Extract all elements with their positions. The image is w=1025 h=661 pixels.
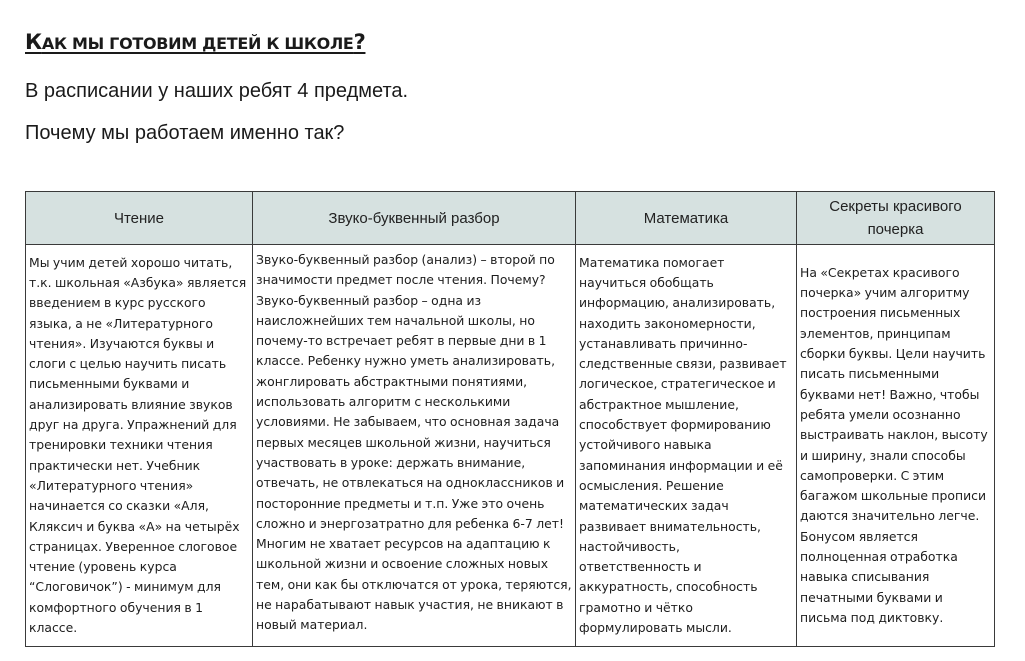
cell-handwriting: На «Секретах красивого почерка» учим алгоритму построения письменных элементов, принципам сборки буквы. Цели научить писать письменными буквами нет! Важно, чтобы ребята умели осознанно выстраивать наклон, высоту и ширину, знали способы самопроверки. С этим багажом школьные прописи даются значительно легче. Бонусом является полноценная отработка навыка списывания печатными буквами и письма под диктовку. [797, 245, 995, 647]
cell-phonetic-analysis: Звуко-буквенный разбор (анализ) – второй по значимости предмет после чтения. Почему? Звуко-буквенный разбор – одна из наисложнейших тем начальной школы, но почему-то встречает ребят в первые дни в 1 классе. Ребенку нужно уметь анализировать, жонглировать абстрактными понятиями, использовать алгоритм с несколькими условиями. Не забываем, что основная задача первых месяцев школьной жизни, научиться участвовать в уроке: держать внимание, отвечать, не отвлекаться на одноклассников и посторонние предметы и т.п. Уже это очень сложно и энергозатратно для ребенка 6-7 лет! Многим не хватает ресурсов на адаптацию к школьной жизни и освоение сложных новых тем, они как бы отключатся от урока, теряются, не нарабатывают навык участия, не вникают в новый материал. [253, 245, 576, 647]
title-question-mark: ? [353, 30, 366, 54]
page-title [25, 30, 365, 54]
title-initial-letter: К [25, 30, 42, 54]
header-phonetic-analysis: Звуко-буквенный разбор [253, 192, 576, 245]
table-row [26, 245, 995, 647]
intro-line-why: Почему мы работаем именно так? [25, 122, 345, 144]
header-handwriting: Секреты красивого почерка [797, 192, 995, 245]
title-text: АК МЫ ГОТОВИМ ДЕТЕЙ К ШКОЛЕ [41, 34, 354, 53]
intro-line-subjects: В расписании у наших ребят 4 предмета. [25, 80, 409, 102]
table-header-row [26, 192, 995, 245]
header-math: Математика [576, 192, 797, 245]
subjects-table [25, 191, 995, 647]
cell-reading: Мы учим детей хорошо читать, т.к. школьная «Азбука» является введением в курс русского языка, а не «Литературного чтения». Изучаются буквы и слоги с целью научить писать письменными буквами и анализировать влияние звуков друг на друга. Упражнений для тренировки техники чтения практически нет. Учебник «Литературного чтения» начинается со сказки «Аля, Кляксич и буква «А» на четырёх страницах. Уверенное слоговое чтение (уровень курса “Слоговичок”) - минимум для комфортного обучения в 1 классе. [26, 245, 253, 647]
cell-math: Математика помогает научиться обобщать информацию, анализировать, находить закономерности, устанавливать причинно-следственные связи, развивает логическое, стратегическое и абстрактное мышление, способствует формированию устойчивого навыка запоминания информации и её осмысления. Решение математических задач развивает внимательность, настойчивость, ответственность и аккуратность, способность грамотно и чётко формулировать мысли. [576, 245, 797, 647]
header-reading: Чтение [26, 192, 253, 245]
